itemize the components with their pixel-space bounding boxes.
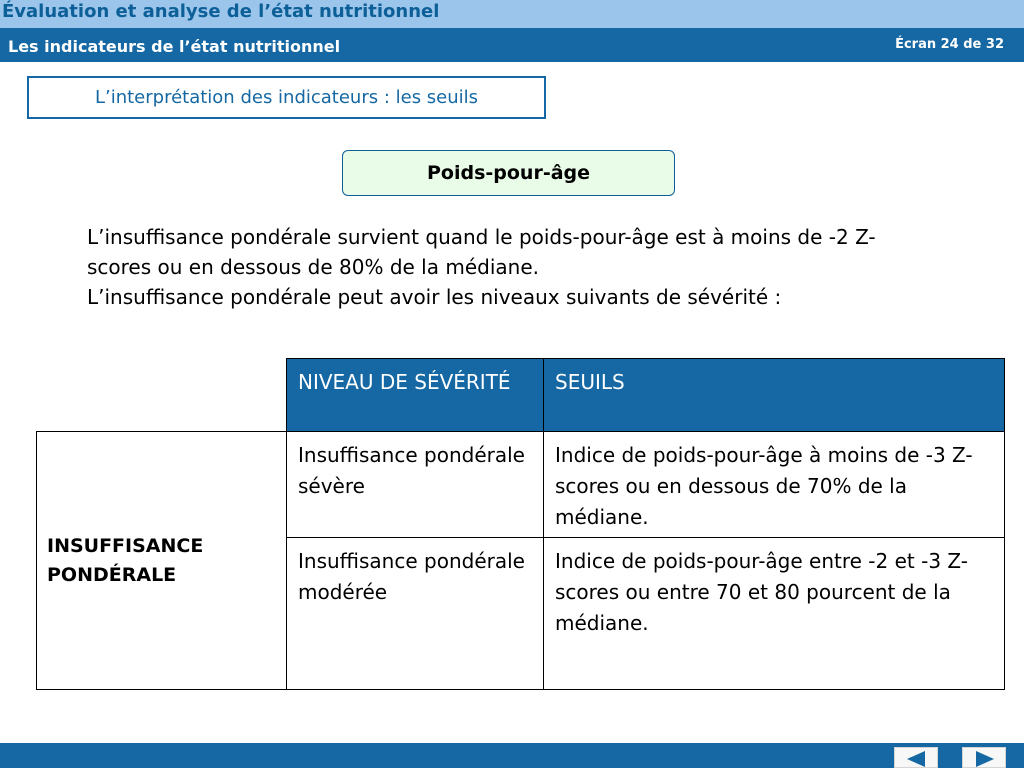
topic-title: L’interprétation des indicateurs : les seuils bbox=[27, 76, 546, 119]
severe-threshold-cell: Indice de poids-pour-âge à moins de -3 Z-scores ou en dessous de 70% de la médiane. bbox=[543, 431, 1005, 538]
intro-text bbox=[87, 222, 917, 312]
section-title: Les indicateurs de l’état nutritionnel bbox=[8, 37, 341, 56]
left-arrow-icon bbox=[907, 751, 925, 767]
screen-counter: Écran 24 de 32 bbox=[895, 37, 1004, 52]
next-screen-button[interactable] bbox=[962, 747, 1006, 768]
right-arrow-icon bbox=[976, 751, 994, 767]
row-label-text: INSUFFISANCE PONDÉRALE bbox=[47, 534, 204, 586]
header-level: NIVEAU DE SÉVÉRITÉ bbox=[286, 358, 544, 432]
severe-level-cell: Insuffisance pondérale sévère bbox=[286, 431, 544, 538]
severity-table bbox=[36, 358, 1005, 690]
top-bar bbox=[0, 0, 1024, 28]
moderate-threshold-cell: Indice de poids-pour-âge entre -2 et -3 Z-scores ou entre 70 et 80 pourcent de la médiane. bbox=[543, 537, 1005, 690]
intro-sentence-2: L’insuffisance pondérale peut avoir les niveaux suivants de sévérité : bbox=[87, 285, 782, 309]
subject-label: Poids-pour-âge bbox=[342, 150, 675, 196]
moderate-level-cell: Insuffisance pondérale modérée bbox=[286, 537, 544, 690]
row-label-underweight bbox=[36, 431, 287, 690]
header-threshold: SEUILS bbox=[543, 358, 1005, 432]
previous-screen-button[interactable] bbox=[894, 747, 938, 768]
section-bar bbox=[0, 28, 1024, 62]
footer-bar bbox=[0, 743, 1024, 768]
intro-sentence-1: L’insuffisance pondérale survient quand le poids-pour-âge est à moins de -2 Z-scores ou en dessous de 80% de la médiane. bbox=[87, 225, 876, 279]
course-title: Évaluation et analyse de l’état nutritionnel bbox=[2, 1, 440, 22]
